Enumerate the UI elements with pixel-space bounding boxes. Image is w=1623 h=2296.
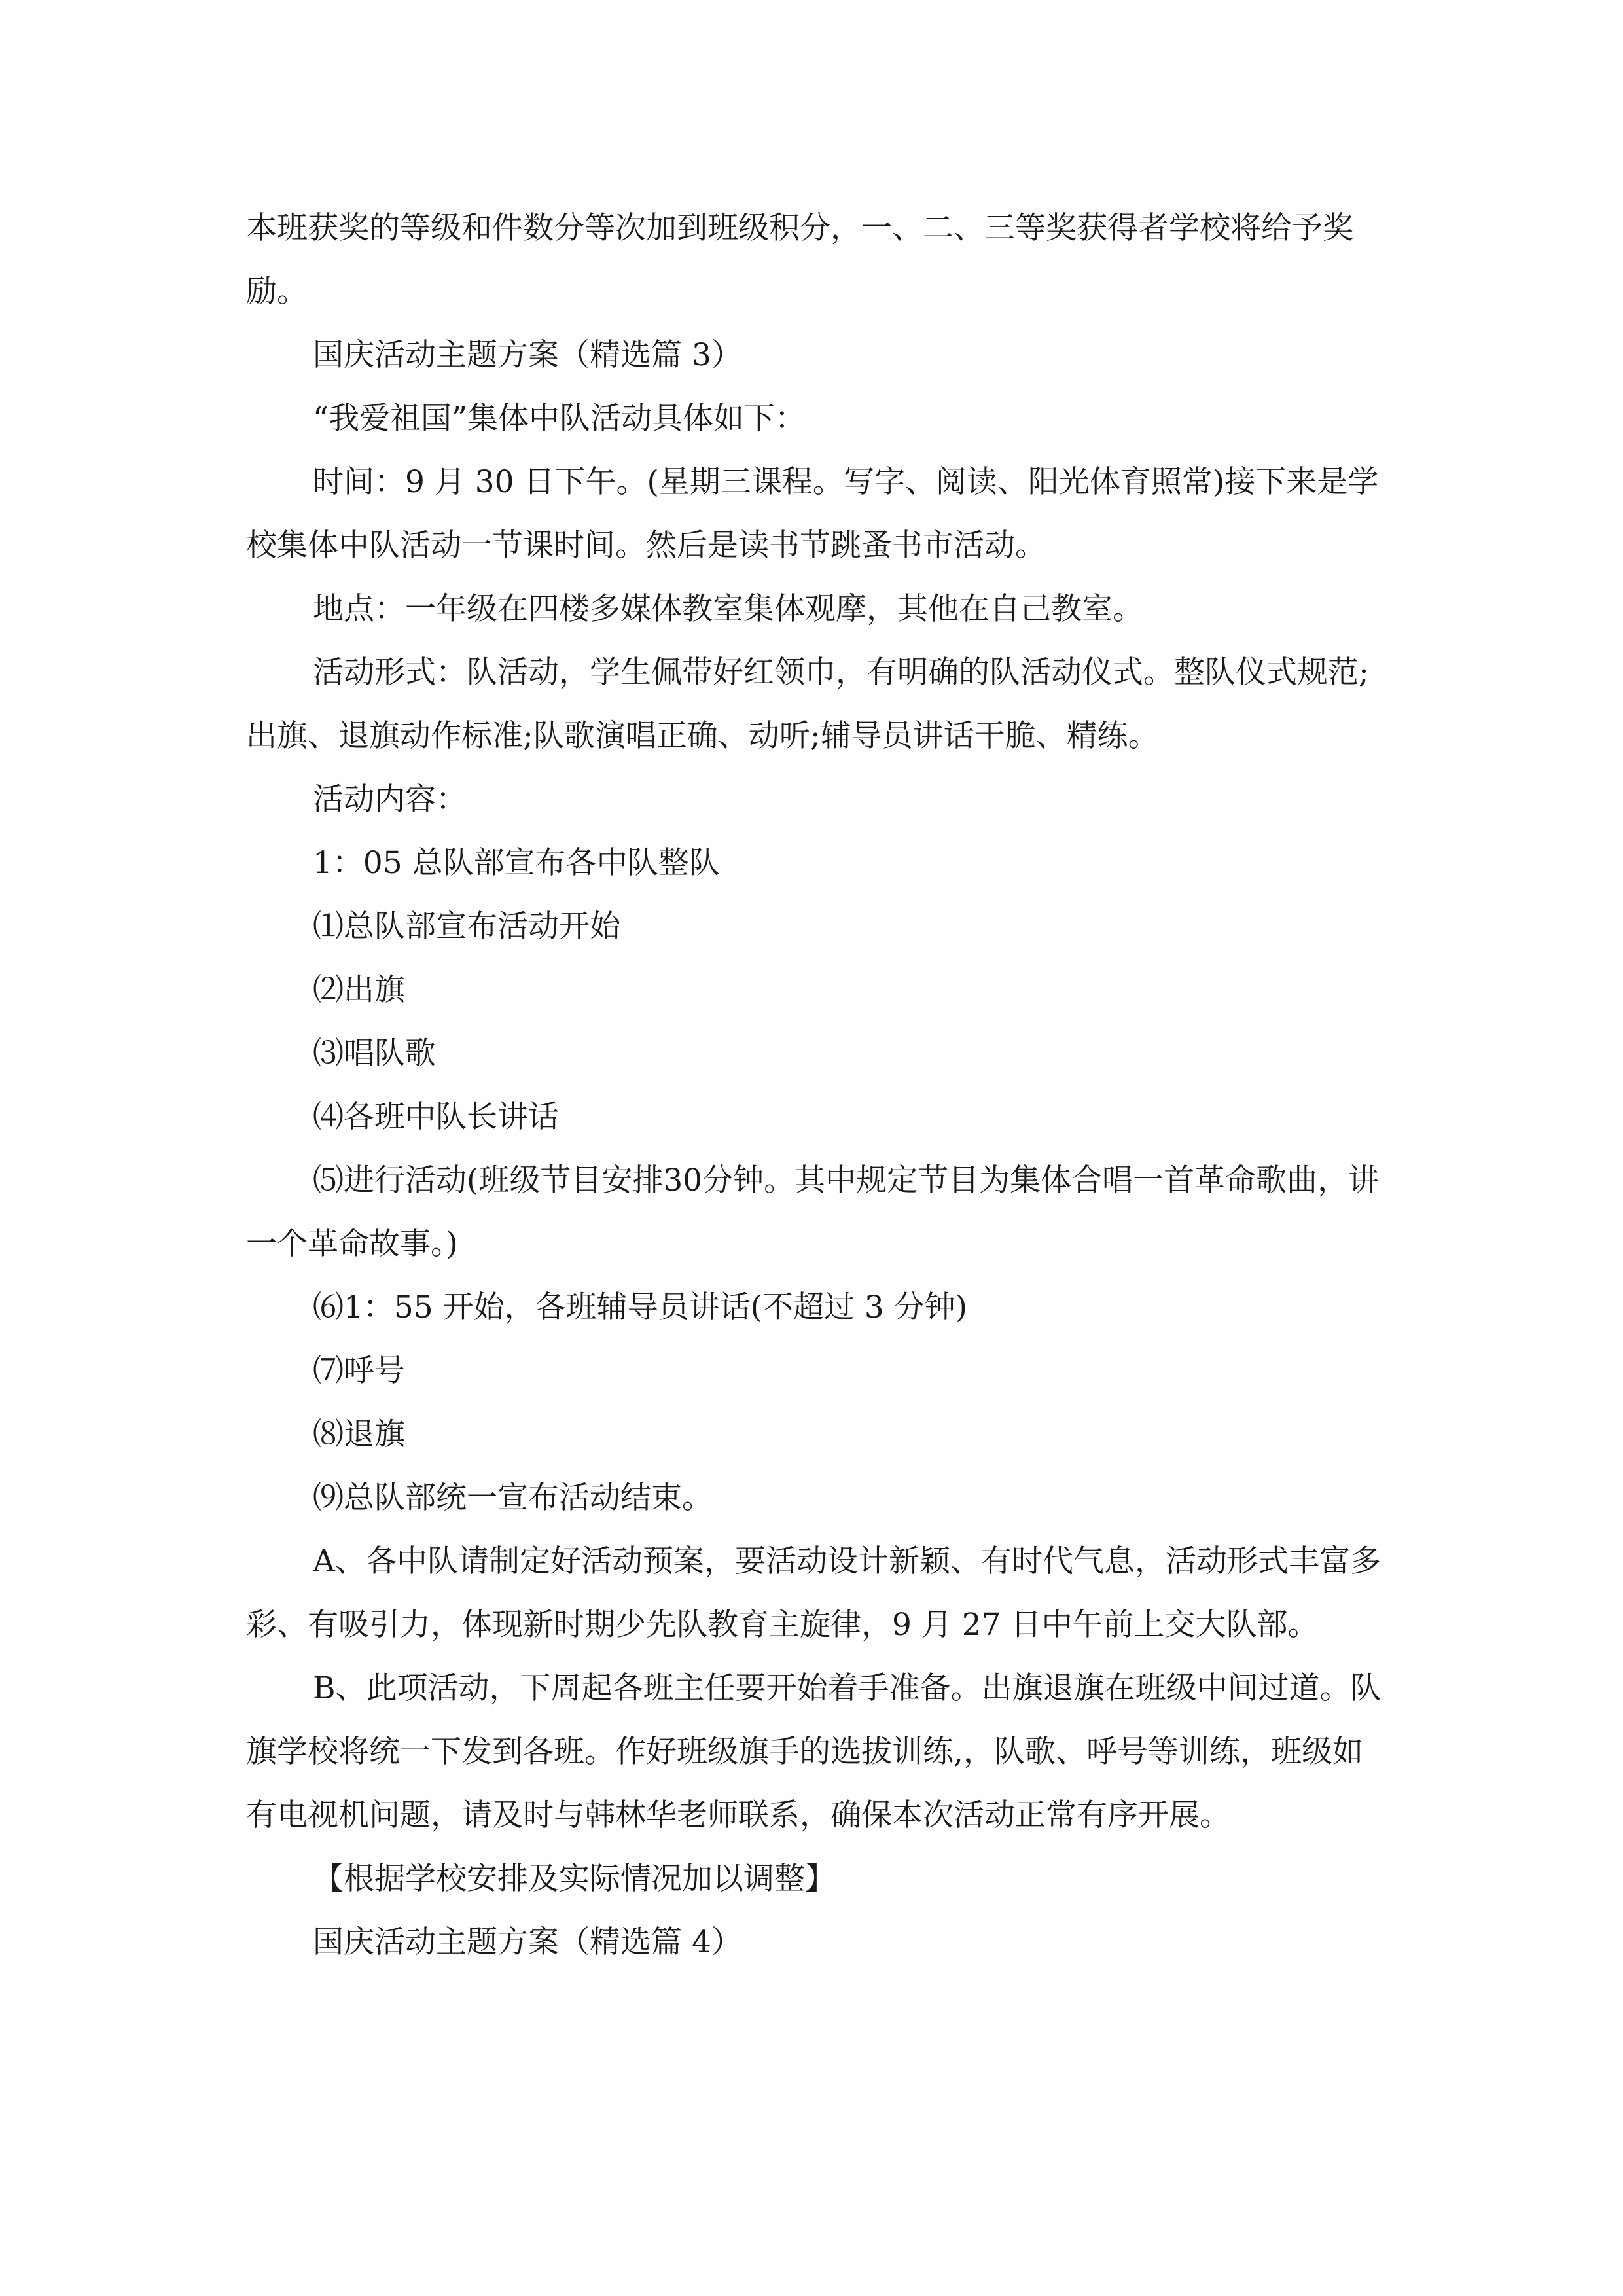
list-item: ⑹1：55 开始，各班辅导员讲话(不超过 3 分钟): [313, 1289, 968, 1325]
paragraph-note-b: B、此项活动，下周起各班主任要开始着手准备。出旗退旗在班级中间过道。队旗学校将统一下发到各班。作好班级旗手的选拔训练,，队歌、呼号等训练，班级如有电视机问题，请及时与韩林华老师联系，确保本次活动正常有序开展。: [246, 1670, 1382, 1833]
paragraph-time: 时间：9 月 30 日下午。(星期三课程。写字、阅读、阳光体育照常)接下来是学校集体中队活动一节课时间。然后是读书节跳蚤书市活动。: [246, 464, 1379, 564]
paragraph-adjustment-note: 【根据学校安排及实际情况加以调整】: [313, 1861, 836, 1897]
section-heading-4: 国庆活动主题方案（精选篇 4）: [313, 1924, 742, 1960]
paragraph-note-a: A、各中队请制定好活动预案，要活动设计新颖、有时代气息，活动形式丰富多彩、有吸引力，体现新时期少先队教育主旋律，9 月 27 日中午前上交大队部。: [246, 1543, 1381, 1643]
list-item: ⑸进行活动(班级节目安排30分钟。其中规定节目为集体合唱一首革命歌曲，讲一个革命故事。): [246, 1162, 1380, 1262]
list-item: ⑺呼号: [313, 1353, 405, 1389]
paragraph-intro: “我爱祖国”集体中队活动具体如下：: [313, 401, 806, 437]
list-item: ⑷各班中队长讲话: [313, 1099, 559, 1135]
paragraph-content-label: 活动内容：: [313, 781, 467, 817]
list-item: ⑻退旗: [313, 1416, 405, 1452]
list-item: ⑴总队部宣布活动开始: [313, 908, 620, 944]
section-heading-3: 国庆活动主题方案（精选篇 3）: [313, 337, 742, 373]
paragraph-location: 地点：一年级在四楼多媒体教室集体观摩，其他在自己教室。: [313, 591, 1143, 627]
document-body: [246, 196, 1382, 1974]
list-item: ⑵出旗: [313, 972, 405, 1008]
paragraph-format: 活动形式：队活动，学生佩带好红领巾，有明确的队活动仪式。整队仪式规范;出旗、退旗动作标准;队歌演唱正确、动听;辅导员讲话干脆、精练。: [246, 655, 1369, 754]
paragraph-award-continuation: 本班获奖的等级和件数分等次加到班级积分，一、二、三等奖获得者学校将给予奖励。: [246, 210, 1353, 310]
list-item: ⑶唱队歌: [313, 1035, 436, 1071]
list-item: 1：05 总队部宣布各中队整队: [313, 845, 720, 881]
list-item: ⑼总队部统一宣布活动结束。: [313, 1480, 713, 1516]
